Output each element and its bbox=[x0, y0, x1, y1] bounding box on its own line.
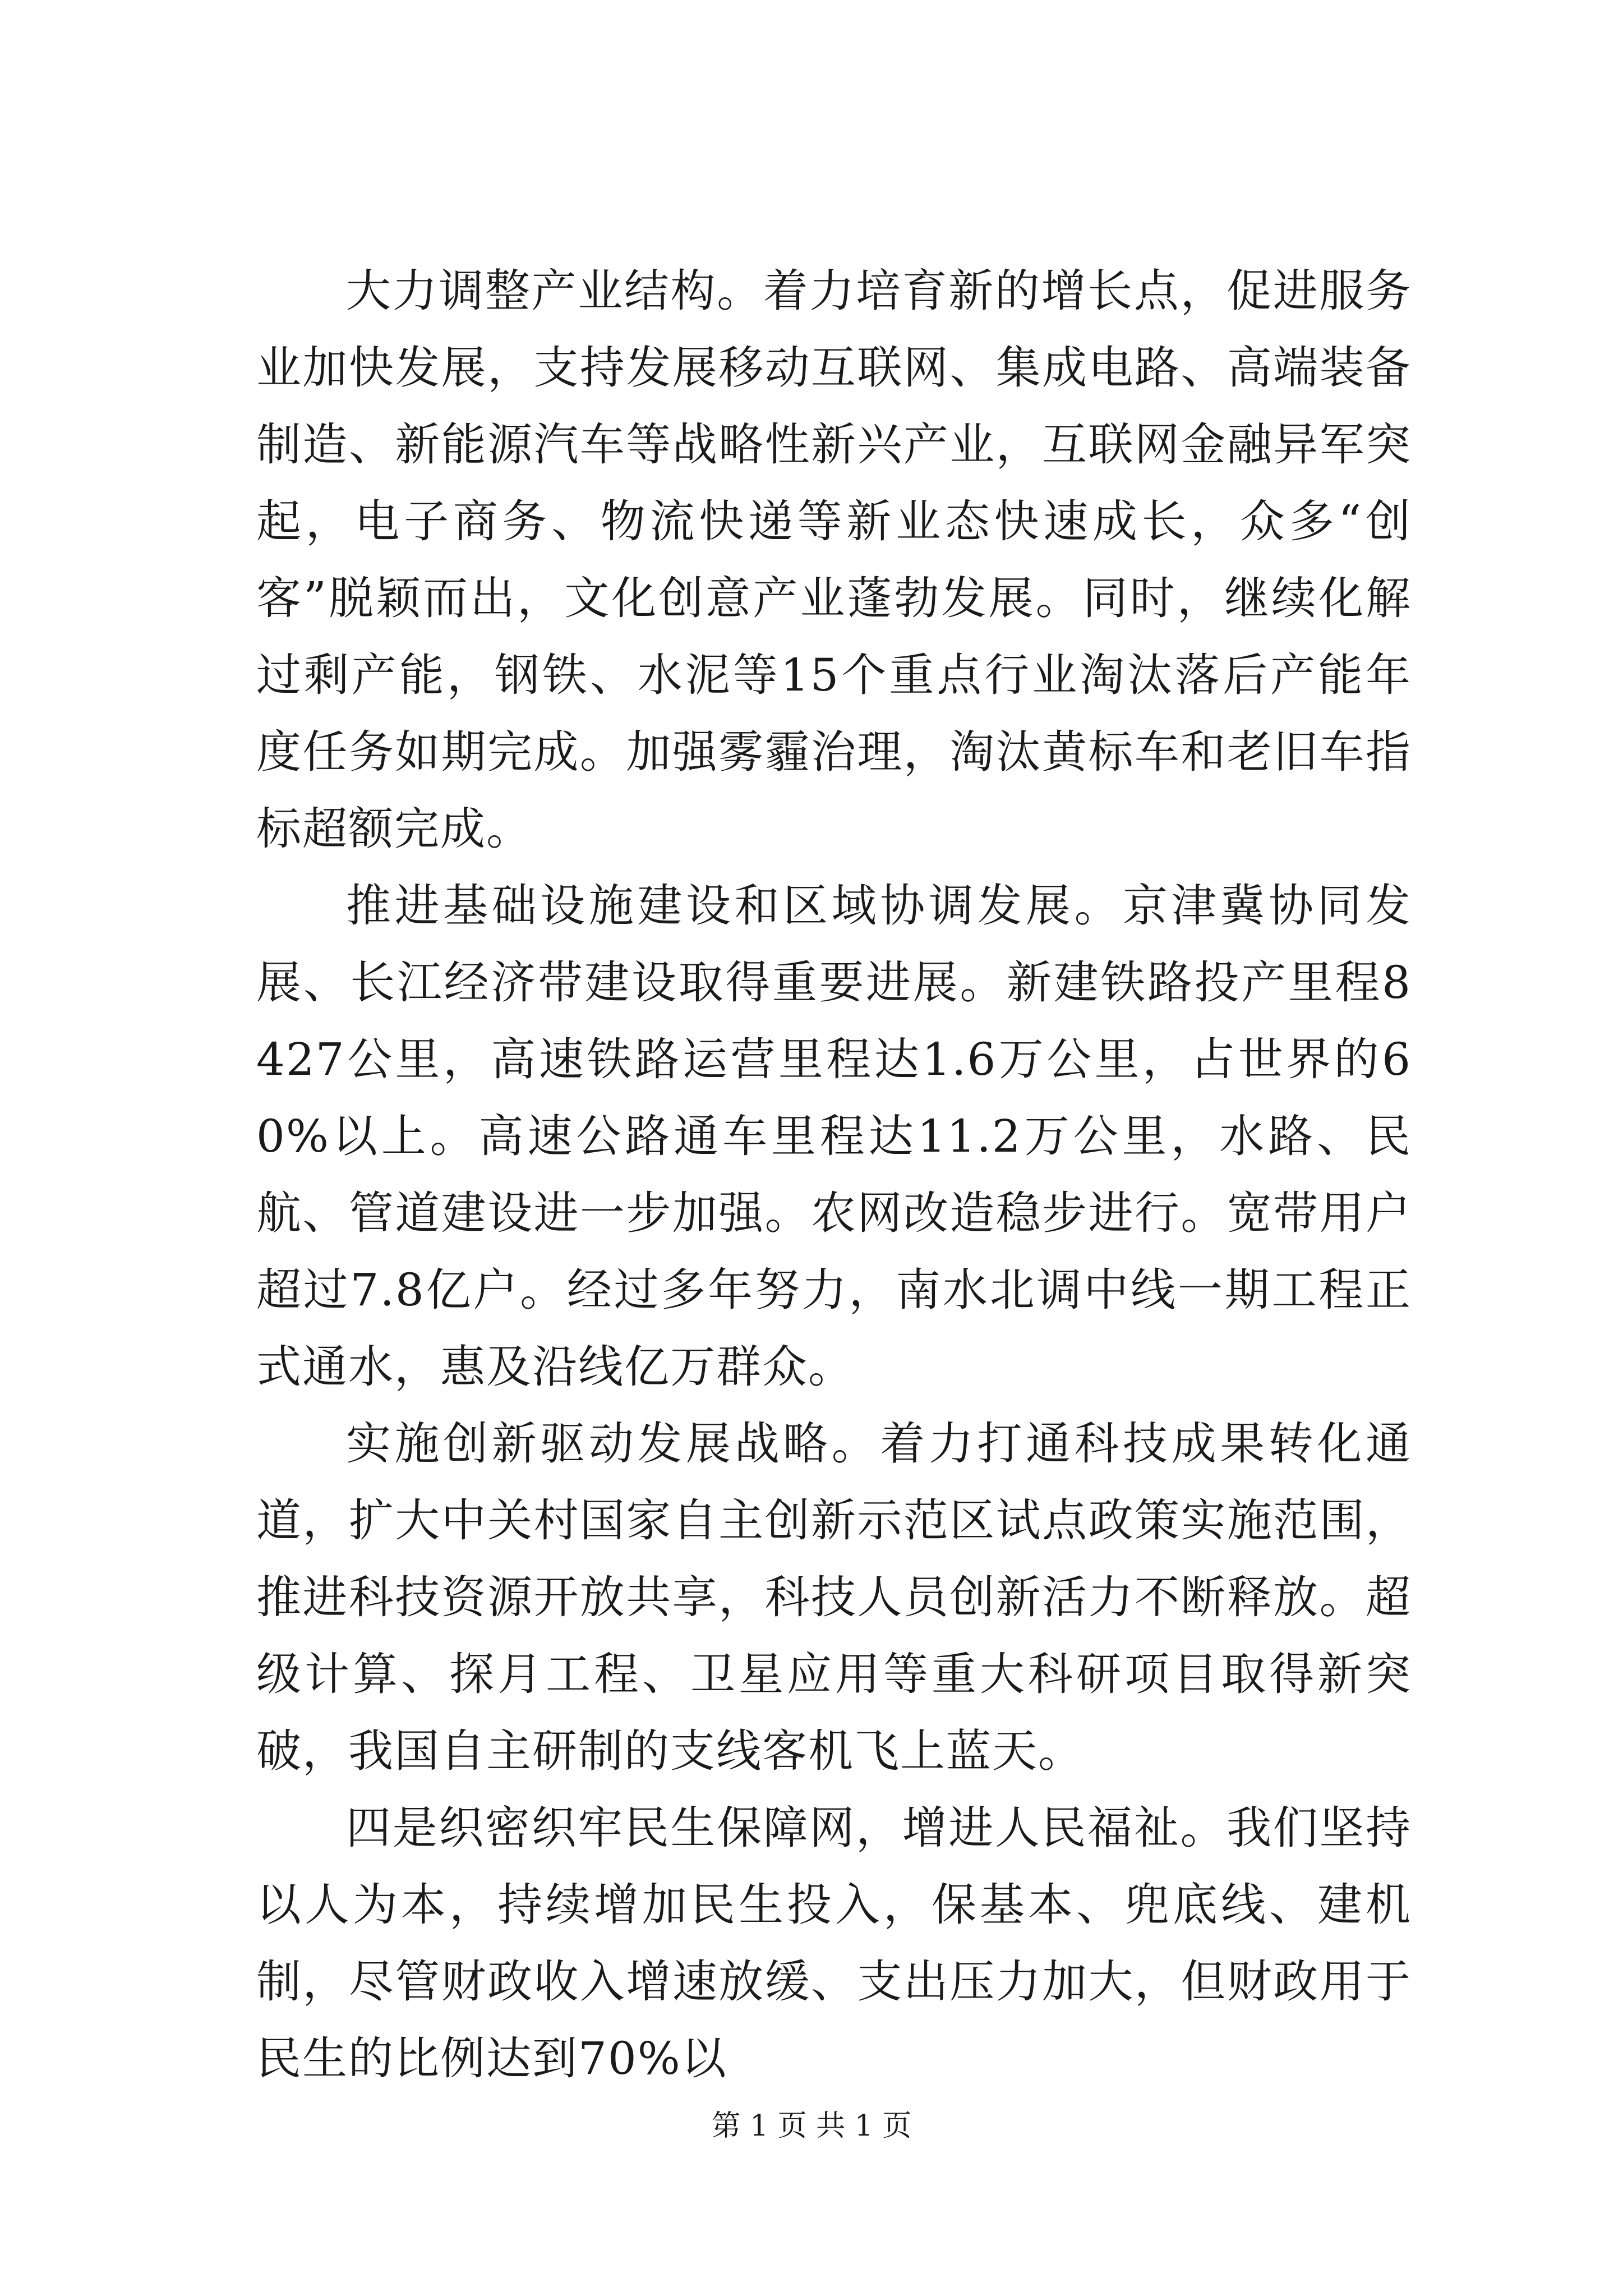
page-footer: 第 1 页 共 1 页 bbox=[711, 2109, 912, 2143]
paragraph-infrastructure: 推进基础设施建设和区域协调发展。京津冀协同发展、长江经济带建设取得重要进展。新建铁路投产里程8427公里，高速铁路运营里程达1.6万公里，占世界的60%以上。高速公路通车里程达11.2万公里，水路、民航、管道建设进一步加强。农网改造稳步进行。宽带用户超过7.8亿户。经过多年努力，南水北调中线一期工程正式通水，惠及沿线亿万群众。 bbox=[256, 880, 1412, 1393]
document-body bbox=[256, 252, 1412, 2097]
paragraph-industry-structure: 大力调整产业结构。着力培育新的增长点，促进服务业加快发展，支持发展移动互联网、集成电路、高端装备制造、新能源汽车等战略性新兴产业，互联网金融异军突起，电子商务、物流快递等新业态快速成长，众多“创客”脱颖而出，文化创意产业蓬勃发展。同时，继续化解过剩产能，钢铁、水泥等15个重点行业淘汰落后产能年度任务如期完成。加强雾霾治理，淘汰黄标车和老旧车指标超额完成。 bbox=[256, 265, 1412, 855]
paragraph-innovation: 实施创新驱动发展战略。着力打通科技成果转化通道，扩大中关村国家自主创新示范区试点政策实施范围，推进科技资源开放共享，科技人员创新活力不断释放。超级计算、探月工程、卫星应用等重大科研项目取得新突破，我国自主研制的支线客机飞上蓝天。 bbox=[256, 1418, 1412, 1777]
paragraph-livelihood: 四是织密织牢民生保障网，增进人民福祉。我们坚持以人为本，持续增加民生投入，保基本、兜底线、建机制，尽管财政收入增速放缓、支出压力加大，但财政用于民生的比例达到70%以 bbox=[256, 1802, 1412, 2085]
